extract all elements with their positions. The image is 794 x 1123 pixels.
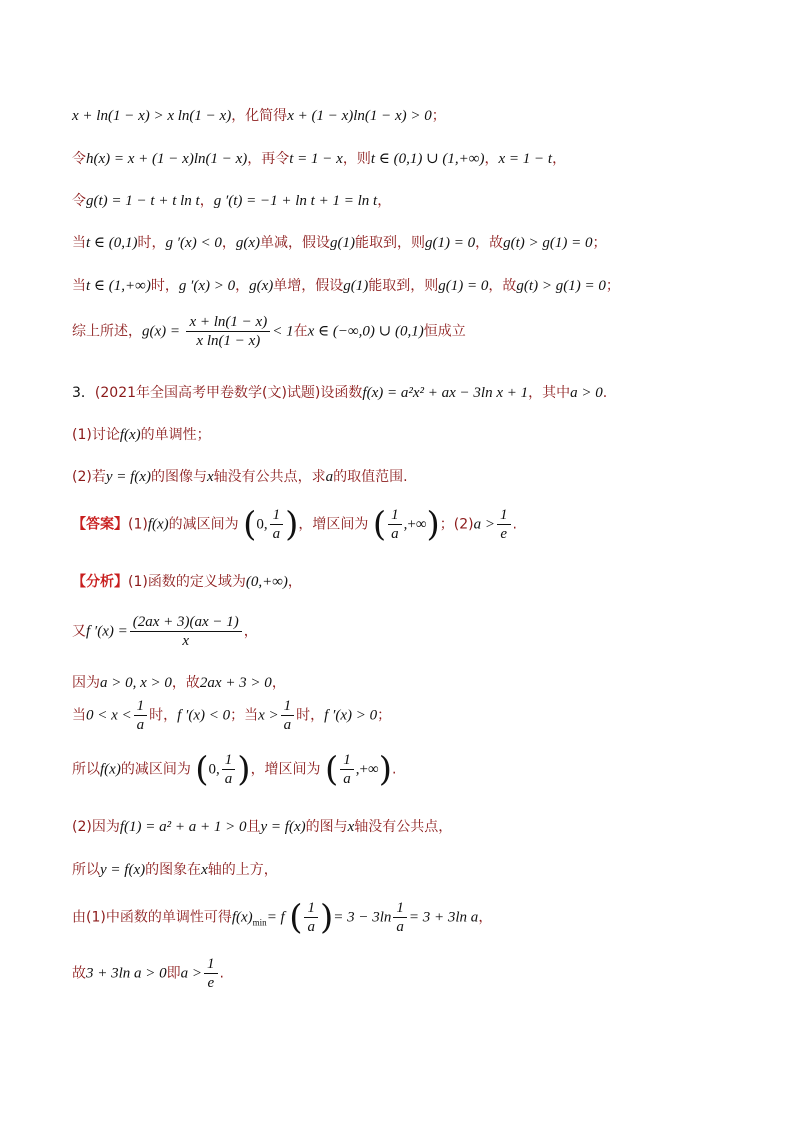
solution-line-4 [72,233,607,253]
fraction-denominator: a [224,771,233,787]
math-expr: g ′(t) = −1 + ln t + 1 = ln t [213,193,378,209]
fraction-denominator: a [391,526,399,542]
math-expr: g(t) > g(1) = 0 [516,278,606,294]
text: 时， [150,278,179,294]
right-paren: ) [426,504,440,545]
text: ，其中 [528,385,571,401]
text: ， [271,675,286,691]
math-expr: = 3 + 3ln a [408,909,479,926]
text: 所以 [72,862,100,878]
fraction-numerator: x + ln(1 − x) [186,313,270,332]
math-expr: = f [266,909,285,926]
text: ，故 [488,278,517,294]
fraction [393,899,407,936]
text: 的单调性； [140,427,211,443]
fraction [186,313,270,350]
math-expr: f ′(x) < 0 [177,707,231,724]
fraction-denominator: a [283,717,292,733]
math-expr: = 3 − 3ln [333,909,392,926]
text: ，再令 [247,151,290,167]
math-expr: a > 0 [570,385,603,401]
math-expr: g(1) [329,235,355,251]
fraction [388,506,402,543]
text: 能取到，则 [354,235,425,251]
fraction-numerator: 1 [134,697,148,716]
math-expr: f(x) [147,516,169,533]
text: . [602,385,608,401]
solution-line-5 [72,276,620,296]
fraction [497,506,511,543]
fraction-numerator: 1 [270,506,284,525]
math-expr: h(x) = x + (1 − x)ln(1 − x) [86,151,248,167]
analysis-label: 【分析】 [72,574,128,590]
fraction [270,506,284,543]
math-expr: g(t) > g(1) = 0 [503,235,593,251]
problem-source: (2021年全国高考甲卷数学(文)试题) [94,385,321,401]
fraction-denominator: e [500,526,508,542]
text: . [512,516,517,533]
math-expr: 0, [208,761,220,778]
text: 故 [72,965,86,982]
text: ； [431,108,446,124]
math-expr: (0,+∞) [245,574,288,590]
math-expr: ,+∞ [403,516,427,533]
text: ；当 [230,707,259,724]
left-paren: ( [289,897,303,938]
solution-line-6 [72,313,466,350]
fraction-denominator: x ln(1 − x) [196,333,261,349]
left-paren: ( [243,504,257,545]
text: ，则 [342,151,371,167]
fraction [304,899,318,936]
analysis-line-9 [72,955,224,992]
answer-line [72,506,517,543]
text: 当 [72,278,86,294]
text: ； [592,235,607,251]
fraction [340,751,354,788]
text: ， [243,623,258,640]
math-expr: f(x) [100,761,121,778]
text: 又 [72,623,86,640]
math-expr: f(1) = a² + a + 1 > 0 [119,819,247,835]
text: 由(1)中函数的单调性可得 [72,909,232,926]
text: 令 [72,193,86,209]
math-expr: a [325,469,334,485]
math-expr: g ′(x) > 0 [178,278,236,294]
math-expr: g(1) [343,278,369,294]
math-expr: g ′(x) < 0 [165,235,222,251]
text: 的图与 [305,819,348,835]
math-expr: g(x) [249,278,274,294]
analysis-line-7 [72,860,278,880]
text: ，增区间为 [250,761,321,778]
right-paren: ) [378,749,392,790]
math-expr: a > 0, x > 0 [100,675,172,691]
left-paren: ( [195,749,209,790]
fraction-numerator: 1 [340,751,354,770]
text: ，故 [171,675,200,691]
text: ， [287,574,302,590]
text: ， [552,151,567,167]
math-expr: f(x) [231,909,253,926]
math-expr: y = f(x) [105,469,151,485]
text: ； [377,707,392,724]
subscript: min [252,917,267,928]
fraction [130,613,242,650]
fraction-numerator: 1 [388,506,402,525]
fraction-denominator: a [136,717,145,733]
math-expr: g(1) = 0 [438,278,489,294]
math-expr: a > [473,516,496,533]
text: 的减区间为 [168,516,239,533]
analysis-line-1 [72,572,302,592]
fraction-denominator: x [182,633,190,649]
fraction-numerator: 1 [281,697,295,716]
math-expr: x = 1 − t [498,151,553,167]
math-expr: x > [258,707,279,724]
text: ， [235,278,250,294]
problem-part-1 [72,425,211,445]
fraction [281,697,295,734]
left-paren: ( [372,504,387,545]
text: ；(2) [439,516,474,533]
text: 设函数 [320,385,363,401]
text: ， [377,193,392,209]
math-expr: a > [180,965,203,982]
math-expr: x [206,469,214,485]
fraction-numerator: 1 [204,955,218,974]
fraction-numerator: (2ax + 3)(ax − 1) [130,613,242,632]
text: 令 [72,151,86,167]
text: 的减区间为 [120,761,191,778]
fraction-denominator: a [272,526,281,542]
math-expr: x + (1 − x)ln(1 − x) > 0 [287,108,432,124]
math-expr: 2ax + 3 > 0 [199,675,272,691]
solution-line-1 [72,106,446,126]
text: 轴的上方， [207,862,278,878]
fraction-numerator: 1 [497,506,511,525]
math-expr: f ′(x) = [86,623,128,640]
analysis-line-8 [72,899,492,936]
analysis-line-4 [72,697,391,734]
math-expr: t ∈ (1,+∞) [86,278,151,294]
text: ， [484,151,499,167]
solution-line-2 [72,149,566,169]
fraction-numerator: 1 [304,899,318,918]
text: . [219,965,224,982]
text: (1)讨论 [72,427,120,443]
fraction-numerator: 1 [393,899,407,918]
math-expr: 0, [256,516,268,533]
math-expr: g(x) [235,235,260,251]
right-paren: ) [237,749,251,790]
text: 时， [296,707,325,724]
fraction-denominator: a [307,919,315,935]
text: (1) [128,516,148,533]
text: 时， [137,235,166,251]
math-expr: ,+∞ [355,761,379,778]
text: 即 [166,965,181,982]
problem-statement [72,383,607,403]
analysis-line-3 [72,673,286,693]
math-expr: g(t) = 1 − t + t ln t [86,193,200,209]
analysis-line-6 [72,817,452,837]
text: 的图象在 [145,862,202,878]
text: 的图像与 [150,469,207,485]
problem-number: 3． [72,385,95,401]
text: 综上所述， [72,323,142,340]
text: ； [605,278,620,294]
text: 单增，假设 [273,278,344,294]
text: (2)若 [72,469,106,485]
math-expr: y = f(x) [260,819,306,835]
text: ， [199,193,214,209]
text: 所以 [72,761,100,778]
right-paren: ) [285,504,299,545]
analysis-line-2 [72,613,258,650]
text: ，化简得 [231,108,288,124]
math-expr: < 1 [272,323,294,340]
solution-line-3 [72,191,391,211]
fraction-denominator: e [207,975,215,991]
text: ，增区间为 [298,516,369,533]
fraction-numerator: 1 [222,751,236,770]
math-expr: x ∈ (−∞,0) ∪ (0,1) [307,323,424,340]
math-expr: t ∈ (0,1) ∪ (1,+∞) [370,151,485,167]
text: 时， [149,707,178,724]
analysis-line-5 [72,751,396,788]
text: 恒成立 [423,323,466,340]
math-expr: x [201,862,208,878]
text: 当 [72,707,86,724]
math-expr: 0 < x < [86,707,132,724]
math-expr: g(x) = [142,323,181,340]
math-expr: t = 1 − x [289,151,343,167]
math-expr: g(1) = 0 [424,235,476,251]
text: (1)函数的定义域为 [128,574,246,590]
fraction [134,697,148,734]
text: ， [478,909,493,926]
math-expr: f(x) = a²x² + ax − 3ln x + 1 [362,385,529,401]
fraction [204,955,218,992]
right-paren: ) [319,897,334,938]
text: 轴没有公共点，求 [213,469,326,485]
left-paren: ( [325,749,339,790]
text: ，故 [475,235,504,251]
text: 单减，假设 [259,235,330,251]
answer-label: 【答案】 [72,516,128,533]
text: (2)因为 [72,819,120,835]
math-expr: y = f(x) [100,862,146,878]
fraction [222,751,236,788]
math-expr: x + ln(1 − x) > x ln(1 − x) [72,108,232,124]
math-expr: f ′(x) > 0 [324,707,378,724]
text: 能取到，则 [368,278,439,294]
fraction-denominator: a [343,771,351,787]
text: 且 [246,819,261,835]
problem-part-2 [72,467,408,487]
math-expr: 3 + 3ln a > 0 [86,965,167,982]
math-expr: x [347,819,355,835]
fraction-denominator: a [396,919,404,935]
text: 轴没有公共点， [354,819,453,835]
math-expr: t ∈ (0,1) [86,235,138,251]
text: 在 [293,323,308,340]
math-expr: f(x) [119,427,141,443]
text: . [391,761,397,778]
text: 因为 [72,675,100,691]
text: ， [221,235,236,251]
text: 的取值范围. [333,469,408,485]
text: 当 [72,235,86,251]
